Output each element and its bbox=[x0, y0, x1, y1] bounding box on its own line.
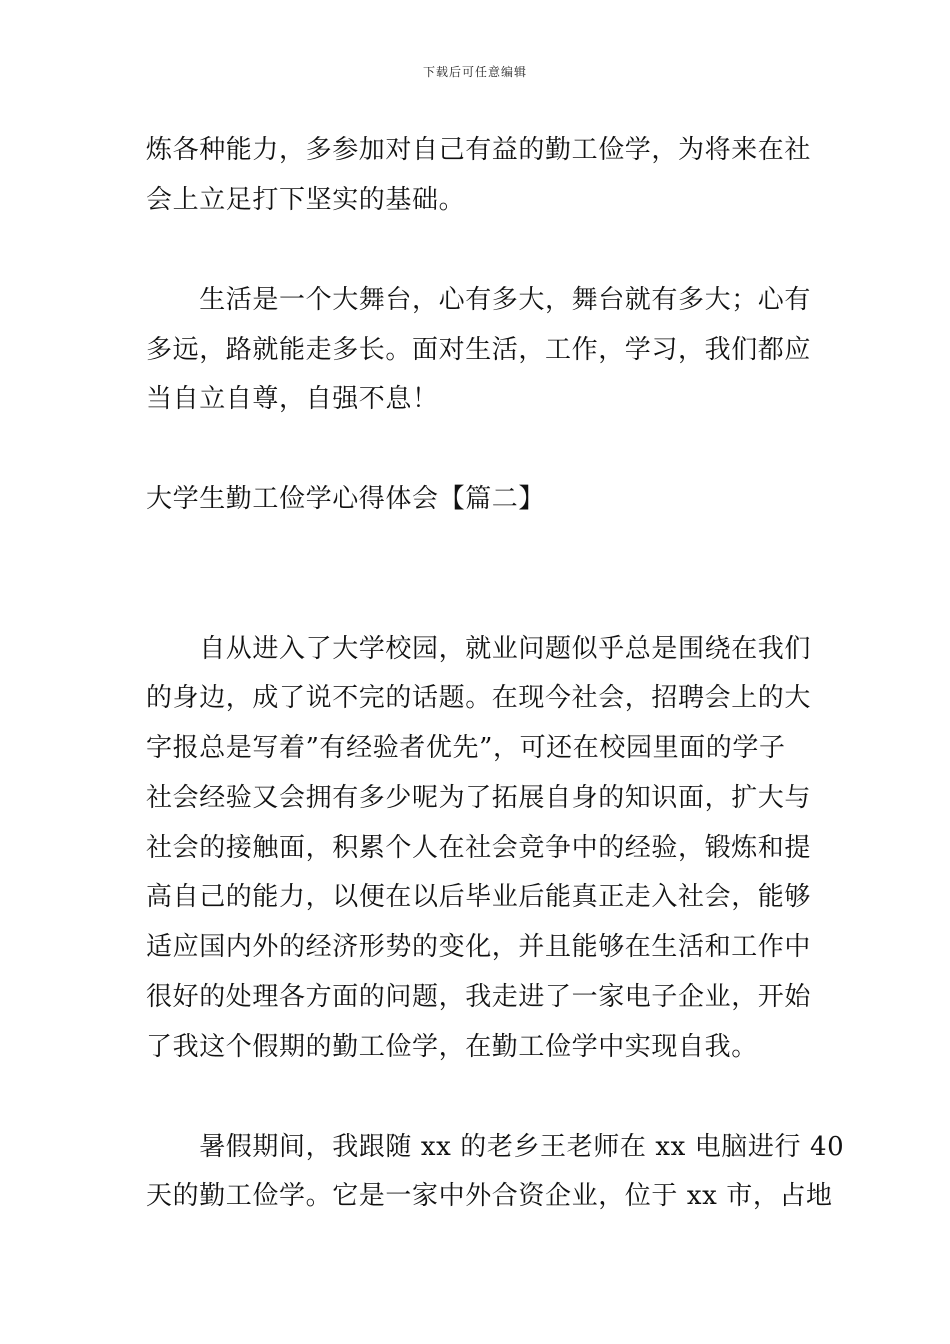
text-line: 天的勤工俭学。它是一家中外合资企业，位于 xx 市，占地 bbox=[146, 1181, 833, 1211]
text-line: 社会的接触面，积累个人在社会竞争中的经验，锻炼和提 bbox=[146, 833, 812, 863]
text-line: 社会经验又会拥有多少呢为了拓展自身的知识面，扩大与 bbox=[146, 783, 812, 813]
text-line: 了我这个假期的勤工俭学，在勤工俭学中实现自我。 bbox=[146, 1032, 758, 1062]
text-line: 适应国内外的经济形势的变化，并且能够在生活和工作中 bbox=[146, 932, 812, 962]
text-line: 字报总是写着”有经验者优先”，可还在校园里面的学子 bbox=[146, 733, 786, 763]
section-title: 大学生勤工俭学心得体会【篇二】 bbox=[146, 484, 546, 514]
text-line: 生活是一个大舞台，心有多大，舞台就有多大；心有 bbox=[146, 285, 812, 315]
page-header: 下载后可任意编辑 bbox=[422, 65, 527, 79]
text-line: 多远，路就能走多长。面对生活，工作，学习，我们都应 bbox=[146, 335, 812, 365]
text-line: 会上立足打下坚实的基础。 bbox=[146, 185, 466, 215]
text-line: 高自己的能力，以便在以后毕业后能真正走入社会，能够 bbox=[146, 882, 812, 912]
text-line: 当自立自尊，自强不息！ bbox=[146, 384, 439, 414]
text-line: 很好的处理各方面的问题，我走进了一家电子企业，开始 bbox=[146, 982, 812, 1012]
text-line: 的身边，成了说不完的话题。在现今社会，招聘会上的大 bbox=[146, 683, 812, 713]
text-line: 暑假期间，我跟随 xx 的老乡王老师在 xx 电脑进行 40 bbox=[146, 1132, 845, 1162]
text-line: 炼各种能力，多参加对自己有益的勤工俭学，为将来在社 bbox=[146, 135, 812, 165]
text-line: 自从进入了大学校园，就业问题似乎总是围绕在我们 bbox=[146, 634, 812, 664]
